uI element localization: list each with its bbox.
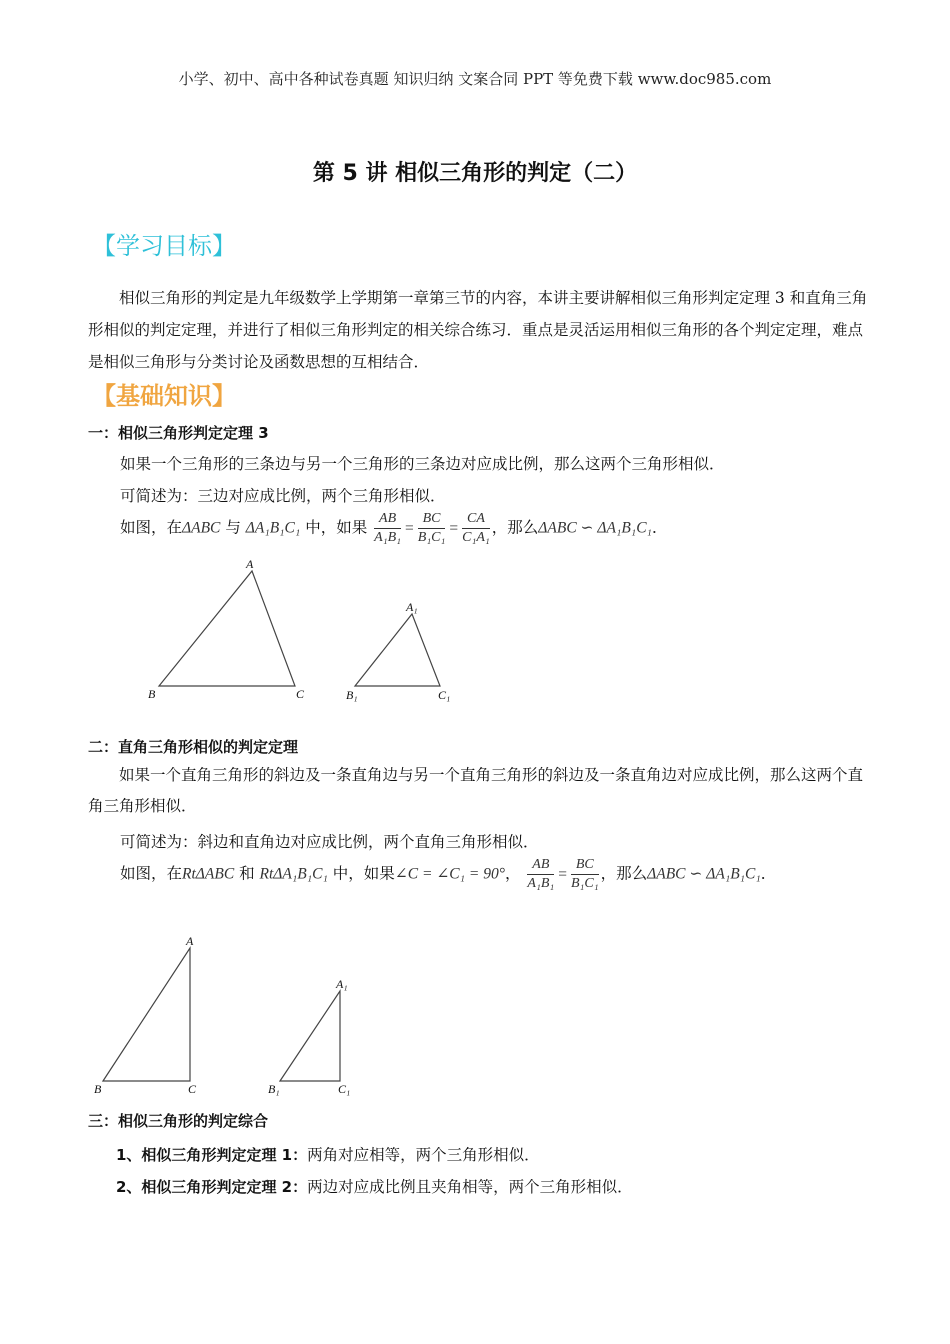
page-header: 小学、初中、高中各种试卷真题 知识归纳 文案合同 PPT 等免费下载 www.doc985.com <box>178 70 772 88</box>
label-a1: A₁ <box>406 600 418 614</box>
right-theorem-title: 二：直角三角形相似的判定定理 <box>88 738 299 756</box>
label-rb: B <box>94 1082 102 1096</box>
theorem2-item <box>116 1175 633 1197</box>
triangle-abc: ΔABC <box>182 519 221 537</box>
objectives-text: 相似三角形的判定是九年级数学上学期第一章第三节的内容，本讲主要讲解相似三角形判定定理 3 和直角三角形相似的判定定理，并进行了相似三角形判定的相关综合练习．重点是灵活运用相似三角形的各个判定定理，难点是相似三角形与分类讨论及函数思想的互相结合． <box>88 289 868 371</box>
rt-triangle-a1b1c1: RtΔA₁B₁C₁ <box>259 865 328 883</box>
theorem1-item <box>116 1143 540 1165</box>
fraction-ab: $\frac{AB}{\text{A₁B₁}}$ <box>374 511 402 545</box>
label-b1: B₁ <box>346 688 358 702</box>
fraction-bc-rt: $\frac{BC}{\text{B₁C₁}}$ <box>571 857 599 891</box>
right-theorem-summary: 可简述为：斜边和直角边对应成比例，两个直角三角形相似． <box>120 833 539 851</box>
lesson-title: 第 5 讲 相似三角形的判定（二） <box>312 161 638 186</box>
rt-similarity-result: ΔABC ∽ ΔA₁B₁C₁ <box>647 865 761 883</box>
label-rc: C <box>188 1082 197 1096</box>
right-theorem-statement: 如果一个直角三角形的斜边及一条直角边与另一个直角三角形的斜边及一条直角边对应成比例，那么这两个直角三角形相似． <box>88 766 864 815</box>
label-a: A <box>246 557 254 571</box>
comprehensive-title: 三：相似三角形的判定综合 <box>88 1112 269 1130</box>
label-rc1: C₁ <box>338 1082 351 1096</box>
fraction-ab-rt: $\frac{AB}{\text{A₁B₁}}$ <box>527 857 555 891</box>
theorem1-label: 1、相似三角形判定定理 1： <box>116 1146 308 1164</box>
right-triangle-a1b1c1-shape <box>280 991 340 1081</box>
label-rb1: B₁ <box>268 1082 280 1096</box>
theorem3-title: 一：相似三角形判定定理 3 <box>88 424 269 442</box>
label-ra: A <box>186 934 194 948</box>
right-triangle-abc-shape <box>103 948 190 1081</box>
label-c: C <box>296 687 305 701</box>
theorem1-text: 两角对应相等，两个三角形相似． <box>307 1146 540 1164</box>
fraction-bc: $\frac{BC}{\text{B₁C₁}}$ <box>417 511 446 545</box>
objectives-heading: 【学习目标】 <box>92 232 236 260</box>
theorem2-label: 2、相似三角形判定定理 2： <box>116 1178 308 1196</box>
similarity-result: ΔABC ∽ ΔA₁B₁C₁ <box>538 519 652 537</box>
fraction-ca: $\frac{CA}{\text{C₁A₁}}$ <box>462 511 490 545</box>
rt-triangle-abc: RtΔABC <box>182 865 235 883</box>
label-b: B <box>148 687 156 701</box>
triangle-abc-shape <box>159 571 295 686</box>
theorem3-statement: 如果一个三角形的三条边与另一个三角形的三条边对应成比例，那么这两个三角形相似． <box>120 455 725 473</box>
theorem2-text: 两边对应成比例且夹角相等，两个三角形相似． <box>307 1178 633 1196</box>
theorem3-example: 如图，在ΔABC 与 ΔA₁B₁C₁ 中，如果 $\frac{AB}{\text{A₁B₁}}$ = $\frac{BC}{\text{B₁C₁}}$ = $\frac{CA}{\text{C₁A₁}}$ ，那么ΔABC ∽ ΔA₁B₁C₁． <box>120 511 668 545</box>
label-ra1: A₁ <box>336 977 348 991</box>
triangle-a1b1c1-shape <box>355 614 440 686</box>
label-c1: C₁ <box>438 688 451 702</box>
theorem3-summary: 可简述为：三边对应成比例，两个三角形相似． <box>120 487 446 505</box>
right-angle-condition: ∠C = ∠C₁ = 90° <box>394 865 505 883</box>
triangle-a1b1c1: ΔA₁B₁C₁ <box>245 519 301 537</box>
right-theorem-example: 如图，在RtΔABC 和 RtΔA₁B₁C₁ 中，如果∠C = ∠C₁ = 90°， $\frac{AB}{\text{A₁B₁}}$ = $\frac{BC}{\text{B₁C₁}}$ ，那么ΔABC ∽ ΔA₁B₁C₁． <box>120 857 777 891</box>
basics-heading: 【基础知识】 <box>92 382 236 410</box>
